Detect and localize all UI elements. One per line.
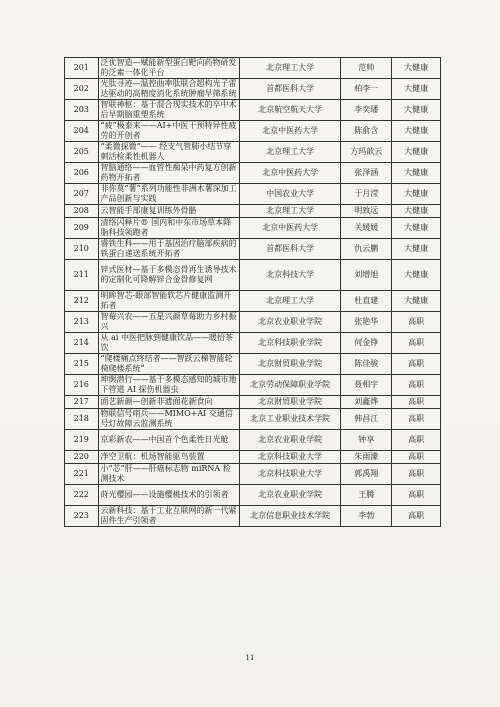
track-category: 高职 — [392, 464, 441, 485]
track-category: 大健康 — [392, 260, 441, 291]
track-category: 大健康 — [392, 291, 441, 312]
table-row — [65, 184, 441, 205]
team-leader: 郭禹翔 — [341, 464, 392, 485]
row-number: 217 — [65, 396, 99, 409]
table-row — [65, 121, 441, 142]
track-category: 高职 — [392, 409, 441, 430]
row-number: 201 — [65, 58, 99, 79]
project-title: 光肽寻迹—温控曲率肽联合超构光子雷达驱动的高精度消化系统肿瘤早筛系统 — [98, 79, 239, 100]
track-category: 高职 — [392, 430, 441, 451]
school-name: 北京理工大学 — [239, 58, 341, 79]
track-category: 大健康 — [392, 205, 441, 218]
team-leader: 陈佳骏 — [341, 354, 392, 375]
track-category: 高职 — [392, 375, 441, 396]
school-name: 北京科技职业学院 — [239, 333, 341, 354]
project-title: 从 ai 中医把脉到健康饮品——暖拾茶饮 — [98, 333, 239, 354]
row-number: 215 — [65, 354, 99, 375]
track-category: 大健康 — [392, 239, 441, 260]
school-name: 北京中医药大学 — [239, 121, 341, 142]
team-leader: 刘鑫烨 — [341, 396, 392, 409]
track-category: 大健康 — [392, 100, 441, 121]
school-name: 北京劳动保障职业学院 — [239, 375, 341, 396]
table-row — [65, 485, 441, 506]
school-name: 北京农业职业学院 — [239, 312, 341, 333]
project-title: 面艺新颜—创新非遗面花新食向 — [98, 396, 239, 409]
row-number: 214 — [65, 333, 99, 354]
team-leader: 明致远 — [341, 205, 392, 218]
team-leader: 柏李一 — [341, 79, 392, 100]
project-table — [64, 57, 441, 527]
row-number: 221 — [65, 464, 99, 485]
school-name: 首都医科大学 — [239, 79, 341, 100]
table-row — [65, 333, 441, 354]
team-leader: 李勃 — [341, 506, 392, 527]
row-number: 222 — [65, 485, 99, 506]
table-row — [65, 218, 441, 239]
project-title: 莳光樱园——设施樱桃技术的引领者 — [98, 485, 239, 506]
track-category: 高职 — [392, 451, 441, 464]
track-category: 大健康 — [392, 58, 441, 79]
track-category: 大健康 — [392, 163, 441, 184]
project-title: “柔微探微”—— 经支气管肺小结节穿刺活检柔性机器人 — [98, 142, 239, 163]
track-category: 大健康 — [392, 79, 441, 100]
school-name: 北京中医药大学 — [239, 218, 341, 239]
team-leader: 张艳华 — [341, 312, 392, 333]
table-row — [65, 464, 441, 485]
row-number: 213 — [65, 312, 99, 333]
school-name: 北京理工大学 — [239, 142, 341, 163]
team-leader: 仇云鹏 — [341, 239, 392, 260]
table-row — [65, 100, 441, 121]
table-row — [65, 163, 441, 184]
project-title: 物联信号哨兵——MIMO+AI 交通信号灯故障云监测系统 — [98, 409, 239, 430]
school-name: 北京科技大学 — [239, 260, 341, 291]
row-number: 204 — [65, 121, 99, 142]
project-title: 明眸智芯-眼部智能软芯片健康监测开拓者 — [98, 291, 239, 312]
row-number: 216 — [65, 375, 99, 396]
table-row — [65, 312, 441, 333]
project-table-body — [65, 58, 441, 527]
project-title: 云智能手部康复训练外骨骼 — [98, 205, 239, 218]
project-title: “爬楼痛点终结者——智跃云梯智能轮椅爬楼系统” — [98, 354, 239, 375]
team-leader: 杜直建 — [341, 291, 392, 312]
school-name: 北京科技职业大学 — [239, 451, 341, 464]
project-title: 云新科技：基于工业互联网的新一代紧固件生产引领者 — [98, 506, 239, 527]
table-row — [65, 205, 441, 218]
track-category: 大健康 — [392, 184, 441, 205]
team-leader: 张泽涵 — [341, 163, 392, 184]
row-number: 210 — [65, 239, 99, 260]
row-number: 206 — [65, 163, 99, 184]
team-leader: 陈俞含 — [341, 121, 392, 142]
track-category: 高职 — [392, 485, 441, 506]
project-title: 清络闪释片® 国内和中东市场草本降脂科技领跑者 — [98, 218, 239, 239]
team-leader: 何金铮 — [341, 333, 392, 354]
team-leader: 韩昌江 — [341, 409, 392, 430]
row-number: 219 — [65, 430, 99, 451]
page-number: 11 — [245, 654, 255, 662]
team-leader: 聂相宇 — [341, 375, 392, 396]
table-row — [65, 430, 441, 451]
table-row — [65, 79, 441, 100]
row-number: 218 — [65, 409, 99, 430]
team-leader: 李奕璠 — [341, 100, 392, 121]
team-leader: 钟享 — [341, 430, 392, 451]
project-title: 智联神枢：基于混合现实技术的卒中术后早期脑重塑系统 — [98, 100, 239, 121]
track-category: 高职 — [392, 354, 441, 375]
table-row — [65, 375, 441, 396]
track-category: 大健康 — [392, 121, 441, 142]
table-row — [65, 142, 441, 163]
track-category: 高职 — [392, 396, 441, 409]
school-name: 北京航空航天大学 — [239, 100, 341, 121]
row-number: 202 — [65, 79, 99, 100]
school-name: 北京财贸职业学院 — [239, 396, 341, 409]
row-number: 212 — [65, 291, 99, 312]
table-row — [65, 239, 441, 260]
table-row — [65, 58, 441, 79]
row-number: 205 — [65, 142, 99, 163]
table-row — [65, 354, 441, 375]
team-leader: 方玛歆云 — [341, 142, 392, 163]
school-name: 北京农业职业学院 — [239, 485, 341, 506]
row-number: 211 — [65, 260, 99, 291]
table-row — [65, 506, 441, 527]
table-row — [65, 291, 441, 312]
project-title: “疲”极泰来——AI+中医干预特异性疲劳的开创者 — [98, 121, 239, 142]
project-title: 泛优智造—赋能新型蛋白靶向药物研发的泛素一体化平台 — [98, 58, 239, 79]
row-number: 203 — [65, 100, 99, 121]
school-name: 北京农业职业学院 — [239, 430, 341, 451]
table-row — [65, 260, 441, 291]
school-name: 北京理工大学 — [239, 291, 341, 312]
school-name: 北京中医药大学 — [239, 163, 341, 184]
track-category: 高职 — [392, 333, 441, 354]
team-leader: 关媛媛 — [341, 218, 392, 239]
school-name: 首都医科大学 — [239, 239, 341, 260]
table-row — [65, 409, 441, 430]
track-category: 高职 — [392, 312, 441, 333]
project-title: 智莓兴农——五星兴颜草莓助力乡村振兴 — [98, 312, 239, 333]
school-name: 北京科技职业大学 — [239, 464, 341, 485]
row-number: 223 — [65, 506, 99, 527]
project-title: 锌式医材—基于多模态骨再生诱导技术的定制化可降解锌合金骨修复网 — [98, 260, 239, 291]
project-title: 净空卫航：机场智能驱鸟装置 — [98, 451, 239, 464]
project-title: 小“芯”肝——肝癌标志物 miRNA 检测技术 — [98, 464, 239, 485]
team-leader: 于月滢 — [341, 184, 392, 205]
team-leader: 朱雨濛 — [341, 451, 392, 464]
row-number: 207 — [65, 184, 99, 205]
school-name: 北京理工大学 — [239, 205, 341, 218]
track-category: 大健康 — [392, 142, 441, 163]
table-row — [65, 451, 441, 464]
team-leader: 刘增旭 — [341, 260, 392, 291]
school-name: 北京财贸职业学院 — [239, 354, 341, 375]
team-leader: 王腾 — [341, 485, 392, 506]
row-number: 209 — [65, 218, 99, 239]
project-title: 京彩新农——中国首个色柔性日光舱 — [98, 430, 239, 451]
row-number: 208 — [65, 205, 99, 218]
project-title: 智脑通络——血管性痴呆中药复方创新药物开拓者 — [98, 163, 239, 184]
row-number: 220 — [65, 451, 99, 464]
project-title: 坤舆潜行——基于多模态感知的城市地下管道 AI 探伤机器虫 — [98, 375, 239, 396]
track-category: 大健康 — [392, 218, 441, 239]
school-name: 北京工业职业技术学院 — [239, 409, 341, 430]
table-row — [65, 396, 441, 409]
track-category: 高职 — [392, 506, 441, 527]
school-name: 中国农业大学 — [239, 184, 341, 205]
school-name: 北京信息职业技术学院 — [239, 506, 341, 527]
project-title: 非你莫“薯”系列功能性非洲木薯深加工产品创新与实践 — [98, 184, 239, 205]
project-title: 睿铁生科——用于基因治疗脑部疾病的铁蛋白递送系统开拓者 — [98, 239, 239, 260]
team-leader: 范帅 — [341, 58, 392, 79]
